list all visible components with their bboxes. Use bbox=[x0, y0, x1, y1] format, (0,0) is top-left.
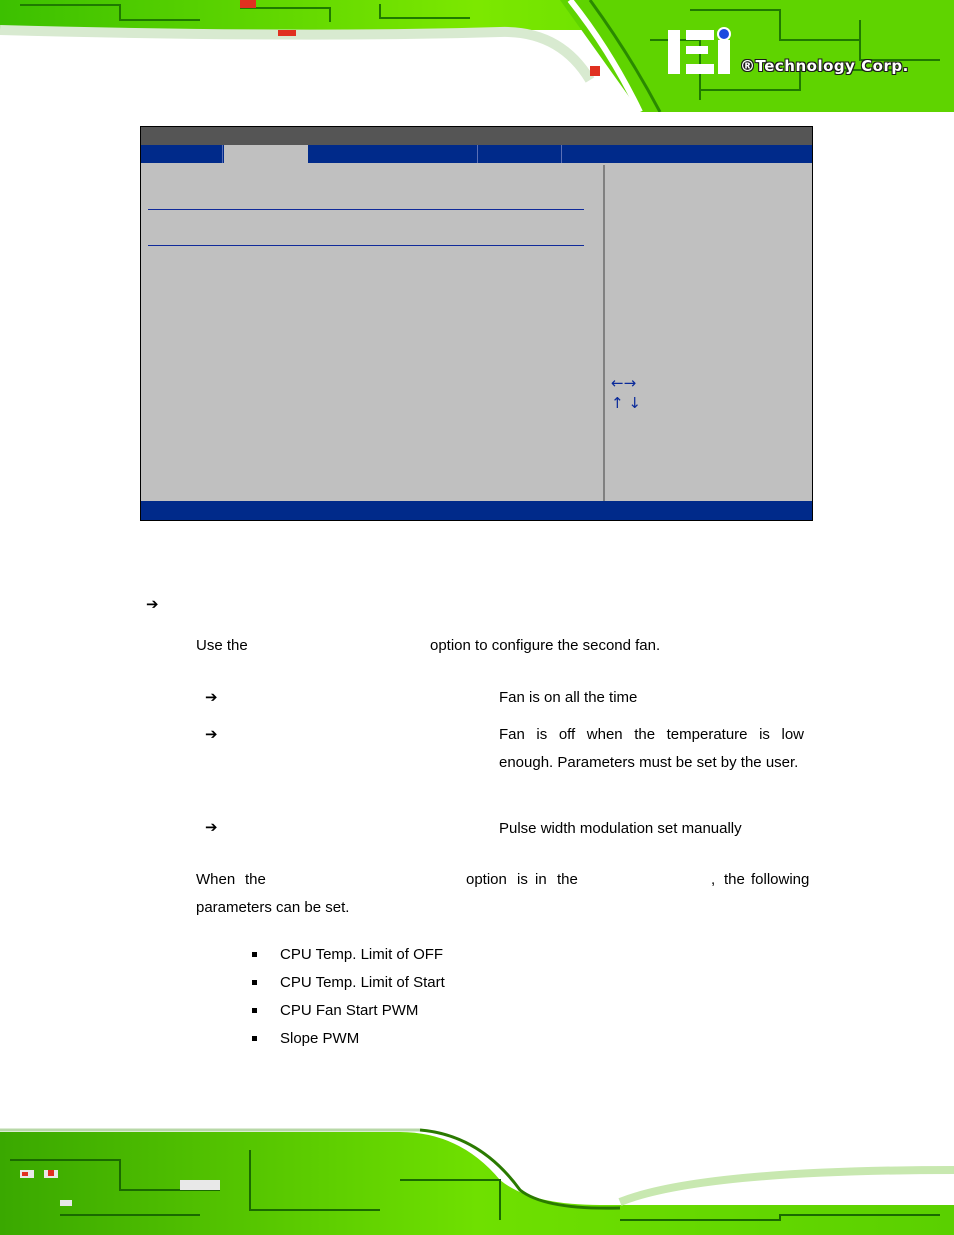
bios-tab-3[interactable] bbox=[308, 145, 478, 163]
square-bullet-icon bbox=[252, 980, 257, 985]
when-word: the bbox=[245, 871, 266, 888]
intro-text-end: option to configure the second fan. bbox=[430, 637, 661, 654]
bios-title-bar bbox=[141, 127, 812, 145]
option-description: Pulse width modulation set manually bbox=[499, 820, 742, 837]
when-word: is bbox=[517, 871, 528, 888]
option-arrow-icon: ➔ bbox=[205, 725, 218, 743]
intro-text-start: Use the bbox=[196, 637, 248, 654]
bios-tab-4[interactable] bbox=[478, 145, 562, 163]
bios-pane-divider bbox=[603, 165, 605, 503]
section-arrow-icon: ➔ bbox=[146, 595, 159, 613]
list-item: Slope PWM bbox=[252, 1025, 445, 1053]
option-arrow-icon: ➔ bbox=[205, 818, 218, 836]
when-word: , bbox=[711, 871, 716, 888]
footer-banner bbox=[0, 1120, 954, 1235]
when-word: in bbox=[535, 871, 547, 888]
option-arrow-icon: ➔ bbox=[205, 688, 218, 706]
when-word: When bbox=[196, 871, 236, 888]
up-down-arrows-icon: ↑ ↓ bbox=[611, 394, 641, 412]
parameter-list bbox=[252, 941, 445, 1053]
circuit-board-graphic bbox=[0, 0, 954, 112]
list-item: CPU Temp. Limit of OFF bbox=[252, 941, 445, 969]
square-bullet-icon bbox=[252, 952, 257, 957]
when-word: option bbox=[466, 871, 507, 888]
bios-settings-pane bbox=[147, 165, 602, 501]
when-word: the bbox=[724, 871, 745, 888]
header-banner bbox=[0, 0, 954, 112]
bios-tab-5[interactable] bbox=[562, 145, 813, 163]
list-item: CPU Temp. Limit of Start bbox=[252, 969, 445, 997]
left-right-arrows-icon: ←→ bbox=[611, 374, 637, 392]
list-item: CPU Fan Start PWM bbox=[252, 997, 445, 1025]
option-description: Fan is off when the temperature is low enough. Parameters must be set by the user. bbox=[499, 726, 804, 771]
when-word: the bbox=[557, 871, 578, 888]
bios-separator-line bbox=[148, 209, 584, 210]
when-text-line2: parameters can be set. bbox=[196, 899, 350, 916]
company-logo-text: ®Technology Corp. bbox=[740, 57, 909, 75]
square-bullet-icon bbox=[252, 1036, 257, 1041]
when-word: following bbox=[751, 871, 810, 888]
bios-status-bar bbox=[141, 501, 812, 520]
circuit-board-graphic bbox=[0, 1120, 954, 1235]
square-bullet-icon bbox=[252, 1008, 257, 1013]
bios-separator-line bbox=[148, 245, 584, 246]
bios-screenshot bbox=[140, 126, 813, 521]
option-description: Fan is on all the time bbox=[499, 689, 638, 706]
bios-tab-1[interactable] bbox=[141, 145, 223, 163]
bios-tab-2-active[interactable] bbox=[224, 145, 308, 163]
